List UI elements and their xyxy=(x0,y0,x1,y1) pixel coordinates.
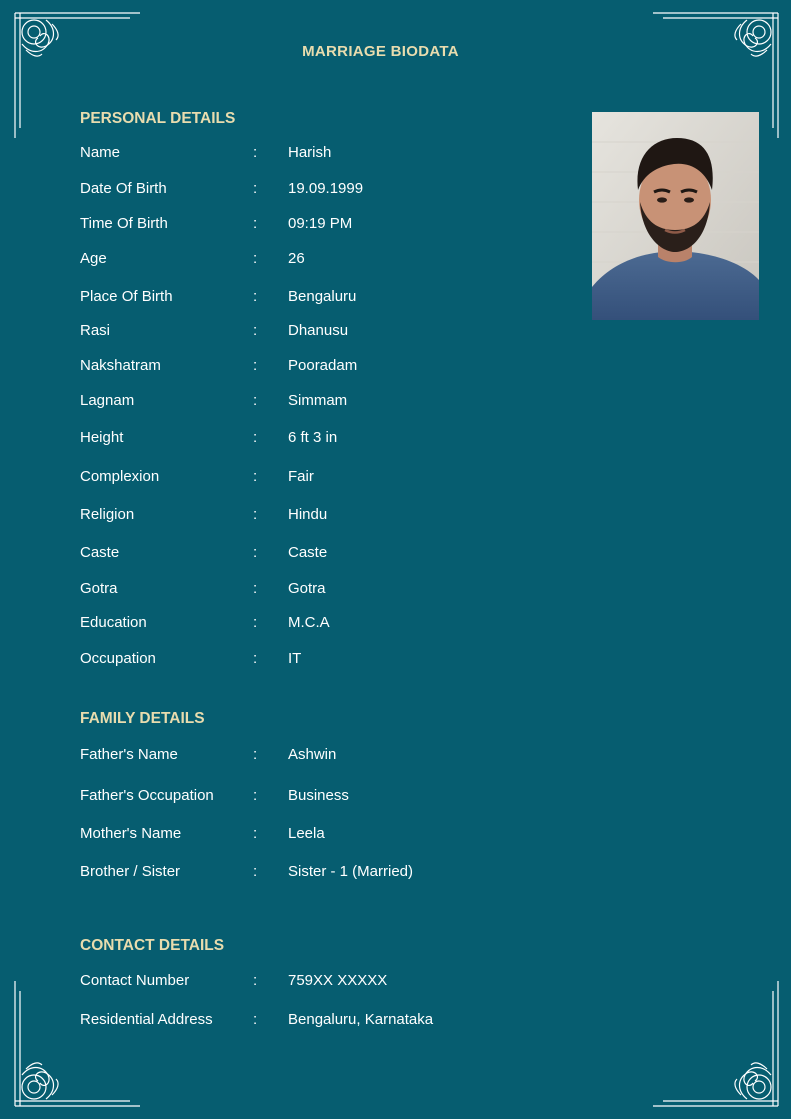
detail-label: Lagnam xyxy=(80,392,135,409)
detail-value: 6 ft 3 in xyxy=(288,429,338,446)
detail-label: Age xyxy=(80,250,107,267)
detail-label: Gotra xyxy=(80,580,118,597)
detail-label: Contact Number xyxy=(80,972,190,989)
detail-label: Brother / Sister xyxy=(80,863,181,880)
separator: : xyxy=(253,392,258,409)
detail-value: 19.09.1999 xyxy=(288,180,364,197)
separator: : xyxy=(253,972,258,989)
detail-value: M.C.A xyxy=(288,614,330,631)
detail-label: Mother's Name xyxy=(80,825,182,842)
detail-value: Caste xyxy=(288,544,328,561)
detail-label: Nakshatram xyxy=(80,357,161,374)
detail-label: Father's Occupation xyxy=(80,787,214,804)
separator: : xyxy=(253,322,258,339)
family-details-heading: FAMILY DETAILS xyxy=(80,710,205,727)
detail-value: Harish xyxy=(288,144,332,161)
detail-value: Hindu xyxy=(288,506,328,523)
detail-label: Occupation xyxy=(80,650,156,667)
separator: : xyxy=(253,787,258,804)
detail-value: Gotra xyxy=(288,580,326,597)
ornate-corner-icon xyxy=(641,969,781,1109)
detail-label: Name xyxy=(80,144,121,161)
detail-value: Sister - 1 (Married) xyxy=(288,863,414,880)
personal-details-heading: PERSONAL DETAILS xyxy=(80,110,236,127)
separator: : xyxy=(253,180,258,197)
detail-value: Pooradam xyxy=(288,357,358,374)
detail-label: Time Of Birth xyxy=(80,215,168,232)
separator: : xyxy=(253,746,258,763)
separator: : xyxy=(253,825,258,842)
separator: : xyxy=(253,144,258,161)
detail-value: 09:19 PM xyxy=(288,215,353,232)
separator: : xyxy=(253,288,258,305)
detail-label: Residential Address xyxy=(80,1011,213,1028)
separator: : xyxy=(253,357,258,374)
detail-value: 759XX XXXXX xyxy=(288,972,388,989)
detail-label: Place Of Birth xyxy=(80,288,173,305)
separator: : xyxy=(253,429,258,446)
detail-label: Height xyxy=(80,429,124,446)
detail-value: Fair xyxy=(288,468,314,485)
detail-value: Dhanusu xyxy=(288,322,349,339)
detail-label: Rasi xyxy=(80,322,111,339)
ornate-corner-icon xyxy=(12,10,152,150)
detail-value: Leela xyxy=(288,825,325,842)
detail-value: Simmam xyxy=(288,392,348,409)
separator: : xyxy=(253,863,258,880)
detail-label: Religion xyxy=(80,506,135,523)
separator: : xyxy=(253,506,258,523)
detail-label: Caste xyxy=(80,544,120,561)
separator: : xyxy=(253,1011,258,1028)
separator: : xyxy=(253,544,258,561)
detail-value: Bengaluru xyxy=(288,288,357,305)
detail-label: Date Of Birth xyxy=(80,180,167,197)
page-title: MARRIAGE BIODATA xyxy=(302,43,459,60)
detail-value: 26 xyxy=(288,250,305,267)
detail-value: Bengaluru, Karnataka xyxy=(288,1011,434,1028)
detail-label: Father's Name xyxy=(80,746,178,763)
separator: : xyxy=(253,468,258,485)
separator: : xyxy=(253,614,258,631)
detail-label: Education xyxy=(80,614,147,631)
separator: : xyxy=(253,215,258,232)
separator: : xyxy=(253,650,258,667)
separator: : xyxy=(253,580,258,597)
separator: : xyxy=(253,250,258,267)
detail-value: IT xyxy=(288,650,302,667)
portrait-photo xyxy=(592,112,759,320)
detail-value: Ashwin xyxy=(288,746,337,763)
contact-details-heading: CONTACT DETAILS xyxy=(80,937,225,954)
detail-label: Complexion xyxy=(80,468,160,485)
detail-value: Business xyxy=(288,787,349,804)
